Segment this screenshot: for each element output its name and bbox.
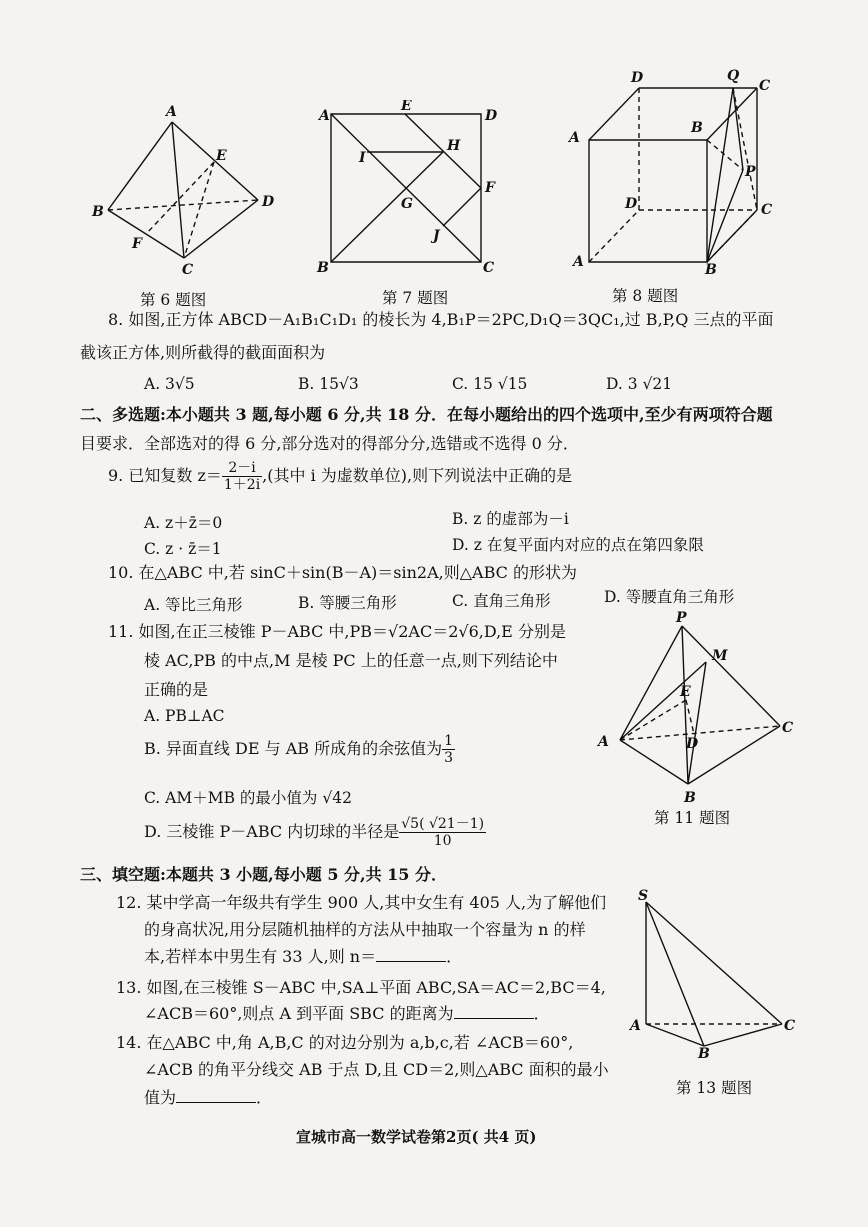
fig6-label-f: F (132, 236, 142, 252)
fig7-label-c: C (483, 260, 495, 275)
section2-line-1: 二、多选题:本小题共 3 题,每小题 6 分,共 18 分．在每小题给出的四个选项中,至少有两项符合题 (80, 405, 773, 424)
fig8-label-p: P (745, 164, 756, 180)
q9-option-c: C. z · z̄＝1 (144, 540, 222, 558)
figure-7 (315, 100, 505, 275)
fig13-label-s: S (638, 888, 649, 904)
q10-option-d: D. 等腰直角三角形 (604, 588, 735, 606)
fig11-label-d: D (686, 736, 699, 752)
fig7-label-h: H (447, 138, 461, 154)
q8-line-1: 8. 如图,正方体 ABCD－A₁B₁C₁D₁ 的棱长为 4,B₁P＝2PC,D₁Q＝3QC₁,过 B,P,Q 三点的平面 (108, 310, 774, 329)
fig8-label-c: C (761, 202, 773, 218)
q14-line-3-end: ． (256, 1088, 273, 1107)
q13-line-2-text: ∠ACB＝60°,则点 A 到平面 SBC 的距离为 (144, 1004, 454, 1023)
q14-answer-blank (176, 1088, 256, 1103)
fig13-label-c: C (784, 1018, 796, 1034)
fig13-caption: 第 13 题图 (676, 1079, 753, 1097)
q9-suffix: ,(其中 i 为虚数单位),则下列说法中正确的是 (262, 466, 573, 485)
q10-option-b: B. 等腰三角形 (298, 594, 397, 612)
page-footer: 宣城市高一数学试卷第2页( 共4 页) (296, 1128, 537, 1146)
fig11-caption: 第 11 题图 (654, 809, 731, 827)
fig11-label-c: C (782, 720, 794, 736)
q11-option-c: C. AM＋MB 的最小值为 √42 (144, 789, 352, 807)
q9-option-d: D. z 在复平面内对应的点在第四象限 (452, 536, 704, 554)
fig6-label-a: A (166, 104, 177, 120)
q11-option-d (144, 815, 486, 849)
figure-6 (80, 100, 290, 290)
fig7-label-a: A (319, 108, 330, 124)
section3-line-1: 三、填空题:本题共 3 小题,每小题 5 分,共 15 分． (80, 865, 448, 884)
q11-option-d-num: √5( √21－1) (401, 816, 485, 832)
q9-line (108, 460, 572, 493)
section2-line-2: 目要求．全部选对的得 6 分,部分选对的得部分分,选错或不选得 0 分． (80, 434, 579, 453)
fig8-label-b1: B (691, 120, 703, 136)
fig7-label-i: I (359, 150, 366, 166)
q12-line-2: 的身高状况,用分层随机抽样的方法从中抽取一个容量为 n 的样 (144, 920, 586, 939)
fig6-label-b: B (92, 204, 104, 220)
fig6-caption: 第 6 题图 (140, 291, 207, 309)
q12-line-3-end: ． (446, 947, 463, 966)
q11-option-b-num: 1 (444, 733, 454, 749)
fig8-label-q: Q (727, 68, 740, 84)
fig7-caption: 第 7 题图 (382, 289, 449, 307)
q14-line-3 (144, 1088, 272, 1108)
fig8-label-c1: C (759, 78, 771, 94)
q13-line-1: 13. 如图,在三棱锥 S－ABC 中,SA⊥平面 ABC,SA＝AC＝2,BC＝4, (116, 978, 606, 997)
q10-option-a: A. 等比三角形 (144, 596, 243, 614)
fig7-label-e: E (401, 100, 412, 114)
q11-option-b-fraction (442, 733, 455, 766)
figure-8 (565, 66, 785, 276)
fig8-label-d1: D (631, 70, 644, 86)
q11-line-3: 正确的是 (144, 680, 209, 699)
fig7-label-j: J (433, 228, 440, 244)
fig8-label-b: B (705, 262, 717, 276)
q12-line-3 (144, 947, 462, 967)
q11-option-a: A. PB⊥AC (144, 707, 225, 725)
q9-fraction (222, 460, 262, 493)
q10-line: 10. 在△ABC 中,若 sinC＋sin(B－A)＝sin2A,则△ABC 的形状为 (108, 563, 577, 582)
fig8-label-a: A (573, 254, 584, 270)
fig7-label-b: B (317, 260, 329, 275)
fig13-label-b: B (698, 1046, 710, 1058)
fig8-caption: 第 8 题图 (612, 287, 679, 305)
q9-option-b: B. z 的虚部为－i (452, 510, 569, 528)
q11-option-b-den: 3 (444, 750, 454, 766)
figure-11 (594, 608, 804, 808)
fig8-label-d: D (625, 196, 638, 212)
q8-option-d: D. 3 √21 (606, 375, 673, 393)
fig11-label-e: E (680, 684, 691, 700)
q11-option-d-fraction (399, 816, 486, 849)
q12-answer-blank (376, 947, 446, 962)
q12-line-3-text: 本,若样本中男生有 33 人,则 n＝ (144, 947, 377, 966)
fig7-label-d: D (485, 108, 498, 124)
fig6-label-e: E (216, 148, 227, 164)
q11-option-b-text: B. 异面直线 DE 与 AB 所成角的余弦值为 (144, 739, 443, 758)
q9-prefix: 9. 已知复数 z＝ (108, 466, 222, 485)
fig7-label-f: F (485, 180, 495, 196)
fig8-label-a1: A (569, 130, 580, 146)
q9-frac-num: 2－i (222, 460, 262, 477)
q11-line-1: 11. 如图,在正三棱锥 P－ABC 中,PB＝√2AC＝2√6,D,E 分别是 (108, 622, 566, 641)
q8-option-c: C. 15 √15 (452, 375, 528, 393)
fig11-label-b: B (684, 790, 696, 806)
q9-frac-den: 1＋2i (223, 477, 261, 493)
q11-option-b (144, 733, 455, 766)
q11-line-2: 棱 AC,PB 的中点,M 是棱 PC 上的任意一点,则下列结论中 (144, 651, 558, 670)
fig6-label-d: D (262, 194, 275, 210)
q13-line-2 (144, 1004, 550, 1024)
q11-option-d-den: 10 (433, 833, 452, 849)
q11-option-d-text: D. 三棱锥 P－ABC 内切球的半径是 (144, 822, 400, 841)
q9-option-a: A. z＋z̄＝0 (144, 514, 223, 532)
fig11-label-m: M (712, 648, 728, 664)
fig6-label-c: C (182, 262, 194, 278)
fig7-label-g: G (401, 196, 413, 212)
q14-line-1: 14. 在△ABC 中,角 A,B,C 的对边分别为 a,b,c,若 ∠ACB＝60°, (116, 1033, 574, 1052)
fig13-label-a: A (630, 1018, 641, 1034)
figure-13 (626, 888, 801, 1058)
q12-line-1: 12. 某中学高一年级共有学生 900 人,其中女生有 405 人,为了解他们 (116, 893, 607, 912)
q8-option-b: B. 15√3 (298, 375, 359, 393)
q8-option-a: A. 3√5 (144, 375, 195, 393)
q10-option-c: C. 直角三角形 (452, 592, 551, 610)
q13-answer-blank (454, 1004, 534, 1019)
q14-line-2: ∠ACB 的角平分线交 AB 于点 D,且 CD＝2,则△ABC 面积的最小 (144, 1060, 609, 1079)
fig11-label-p: P (676, 610, 687, 626)
q13-line-2-end: ． (533, 1004, 550, 1023)
q8-line-2: 截该正方体,则所截得的截面面积为 (80, 343, 326, 362)
fig11-label-a: A (598, 734, 609, 750)
q14-line-3-text: 值为 (144, 1088, 177, 1107)
